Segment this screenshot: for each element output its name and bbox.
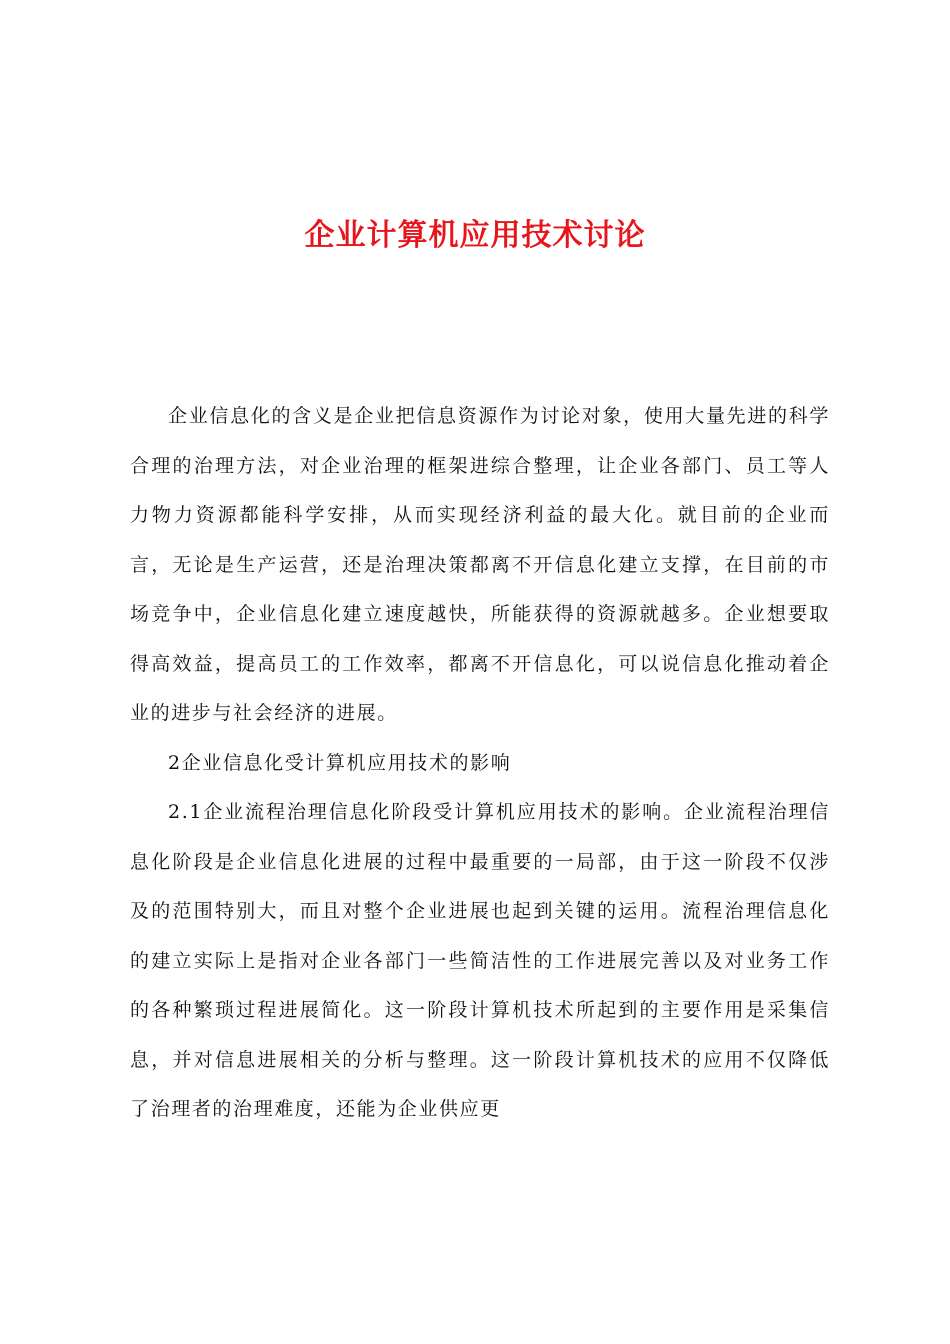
paragraph-intro: 企业信息化的含义是企业把信息资源作为讨论对象，使用大量先进的科学合理的治理方法，对企业治理的框架进综合整理，让企业各部门、员工等人力物力资源都能科学安排，从而实现经济利益的最大化。就目前的企业而言，无论是生产运营，还是治理决策都离不开信息化建立支撑，在目前的市场竞争中，企业信息化建立速度越快，所能获得的资源就越多。企业想要取得高效益，提高员工的工作效率，都离不开信息化，可以说信息化推动着企业的进步与社会经济的进展。	[130, 405, 830, 724]
paragraph-2-1: 2.1企业流程治理信息化阶段受计算机应用技术的影响。企业流程治理信息化阶段是企业信息化进展的过程中最重要的一局部，由于这一阶段不仅涉及的范围特别大，而且对整个企业进展也起到关键的运用。流程治理信息化的建立实际上是指对企业各部门一些简洁性的工作进展完善以及对业务工作的各种繁琐过程进展简化。这一阶段计算机技术所起到的主要作用是采集信息，并对信息进展相关的分析与整理。这一阶段计算机技术的应用不仅降低了治理者的治理难度，还能为企业供应更	[130, 801, 830, 1120]
section-heading: 2企业信息化受计算机应用技术的影响	[168, 751, 512, 774]
document-title: 企业计算机应用技术讨论	[304, 218, 646, 253]
document-body	[130, 392, 830, 1135]
